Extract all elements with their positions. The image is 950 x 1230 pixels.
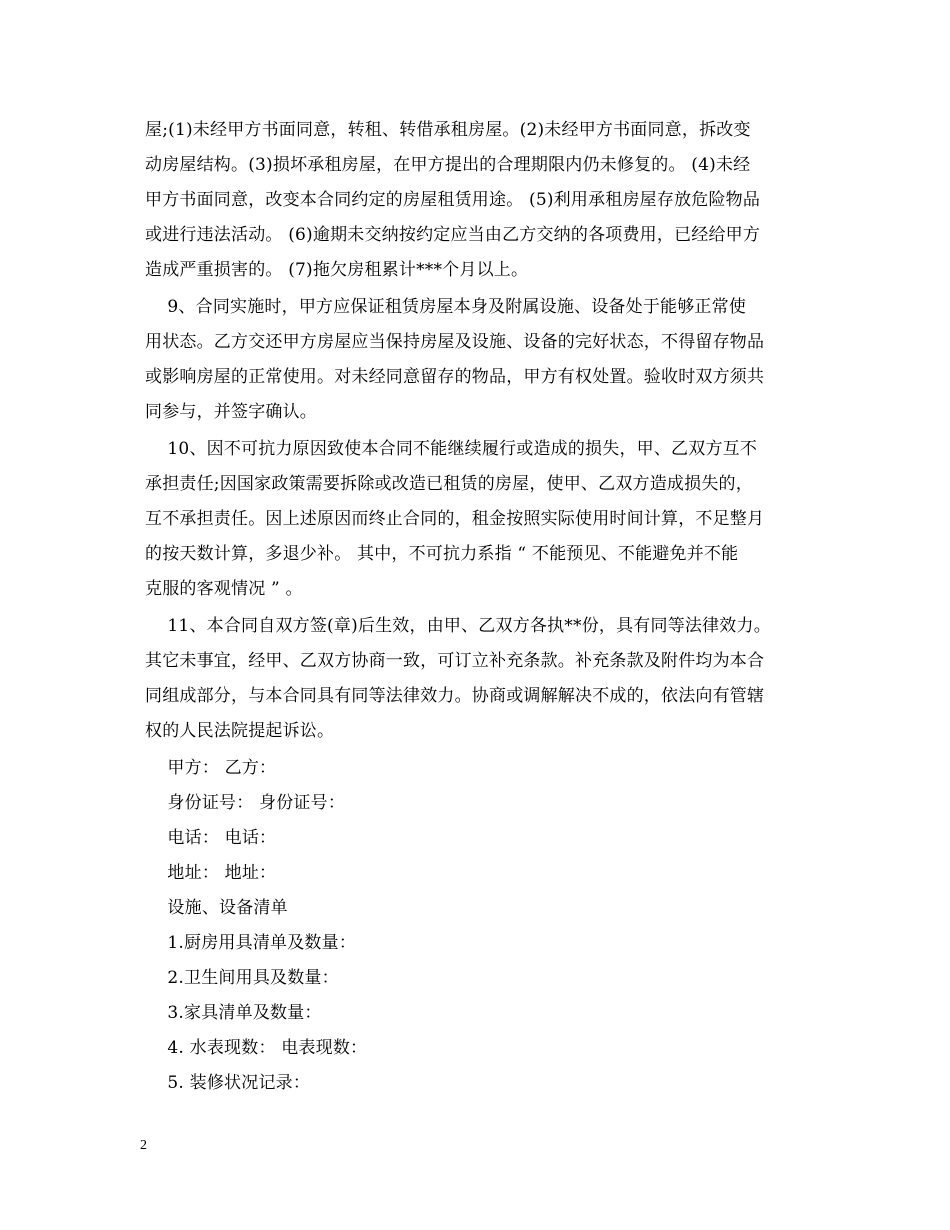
text-line: 设施、设备清单 (145, 898, 288, 918)
text-line: 用状态。乙方交还甲方房屋应当保持房屋及设施、设备的完好状态，不得留存物品 (145, 332, 765, 352)
text-line: 动房屋结构。(3)损坏承租房屋，在甲方提出的合理期限内仍未修复的。 (4)未经 (145, 155, 751, 175)
text-line: 甲方书面同意，改变本合同约定的房屋租赁用途。 (5)利用承租房屋存放危险物品 (145, 190, 761, 210)
text-line: 克服的客观情况 ” 。 (145, 579, 303, 599)
text-line: 5. 装修状况记录： (145, 1073, 311, 1093)
text-line: 1.厨房用具清单及数量： (145, 933, 357, 953)
page-number: 2 (140, 1138, 147, 1153)
text-line: 或影响房屋的正常使用。对未经同意留存的物品，甲方有权处置。验收时双方须共 (145, 367, 765, 387)
text-line: 身份证号： 身份证号： (145, 793, 346, 813)
text-line: 屋;(1)未经甲方书面同意，转租、转借承租房屋。(2)未经甲方书面同意，拆改变 (145, 120, 751, 140)
text-line: 地址： 地址： (145, 863, 277, 883)
text-line: 承担责任;因国家政策需要拆除或改造已租赁的房屋，使甲、乙双方造成损失的， (145, 474, 753, 494)
text-line: 或进行违法活动。 (6)逾期未交纳按约定应当由乙方交纳的各项费用，已经给甲方 (145, 225, 761, 245)
text-line: 9、合同实施时，甲方应保证租赁房屋本身及附属设施、设备处于能够正常使 (145, 297, 747, 317)
text-line: 3.家具清单及数量： (145, 1003, 322, 1023)
text-line: 造成严重损害的。 (7)拖欠房租累计***个月以上。 (145, 260, 529, 280)
text-line: 的按天数计算，多退少补。 其中，不可抗力系指 “ 不能预见、不能避免并不能 (145, 544, 739, 564)
text-line: 4. 水表现数： 电表现数： (145, 1038, 368, 1058)
text-line: 电话： 电话： (145, 828, 277, 848)
text-line: 其它未事宜，经甲、乙双方协商一致，可订立补充条款。补充条款及附件均为本合 (145, 651, 765, 671)
text-line: 同组成部分，与本合同具有同等法律效力。协商或调解解决不成的，依法向有管辖 (145, 686, 765, 706)
text-line: 2.卫生间用具及数量： (145, 968, 339, 988)
text-line: 权的人民法院提起诉讼。 (145, 721, 335, 741)
text-line: 11、本合同自双方签(章)后生效，由甲、乙双方各执**份，具有同等法律效力。 (145, 616, 771, 636)
text-line: 同参与，并签字确认。 (145, 402, 317, 422)
text-line: 互不承担责任。因上述原因而终止合同的，租金按照实际使用时间计算，不足整月 (145, 509, 765, 529)
text-line: 甲方： 乙方： (145, 758, 277, 778)
text-line: 10、因不可抗力原因致使本合同不能继续履行或造成的损失，甲、乙双方互不 (145, 439, 758, 459)
